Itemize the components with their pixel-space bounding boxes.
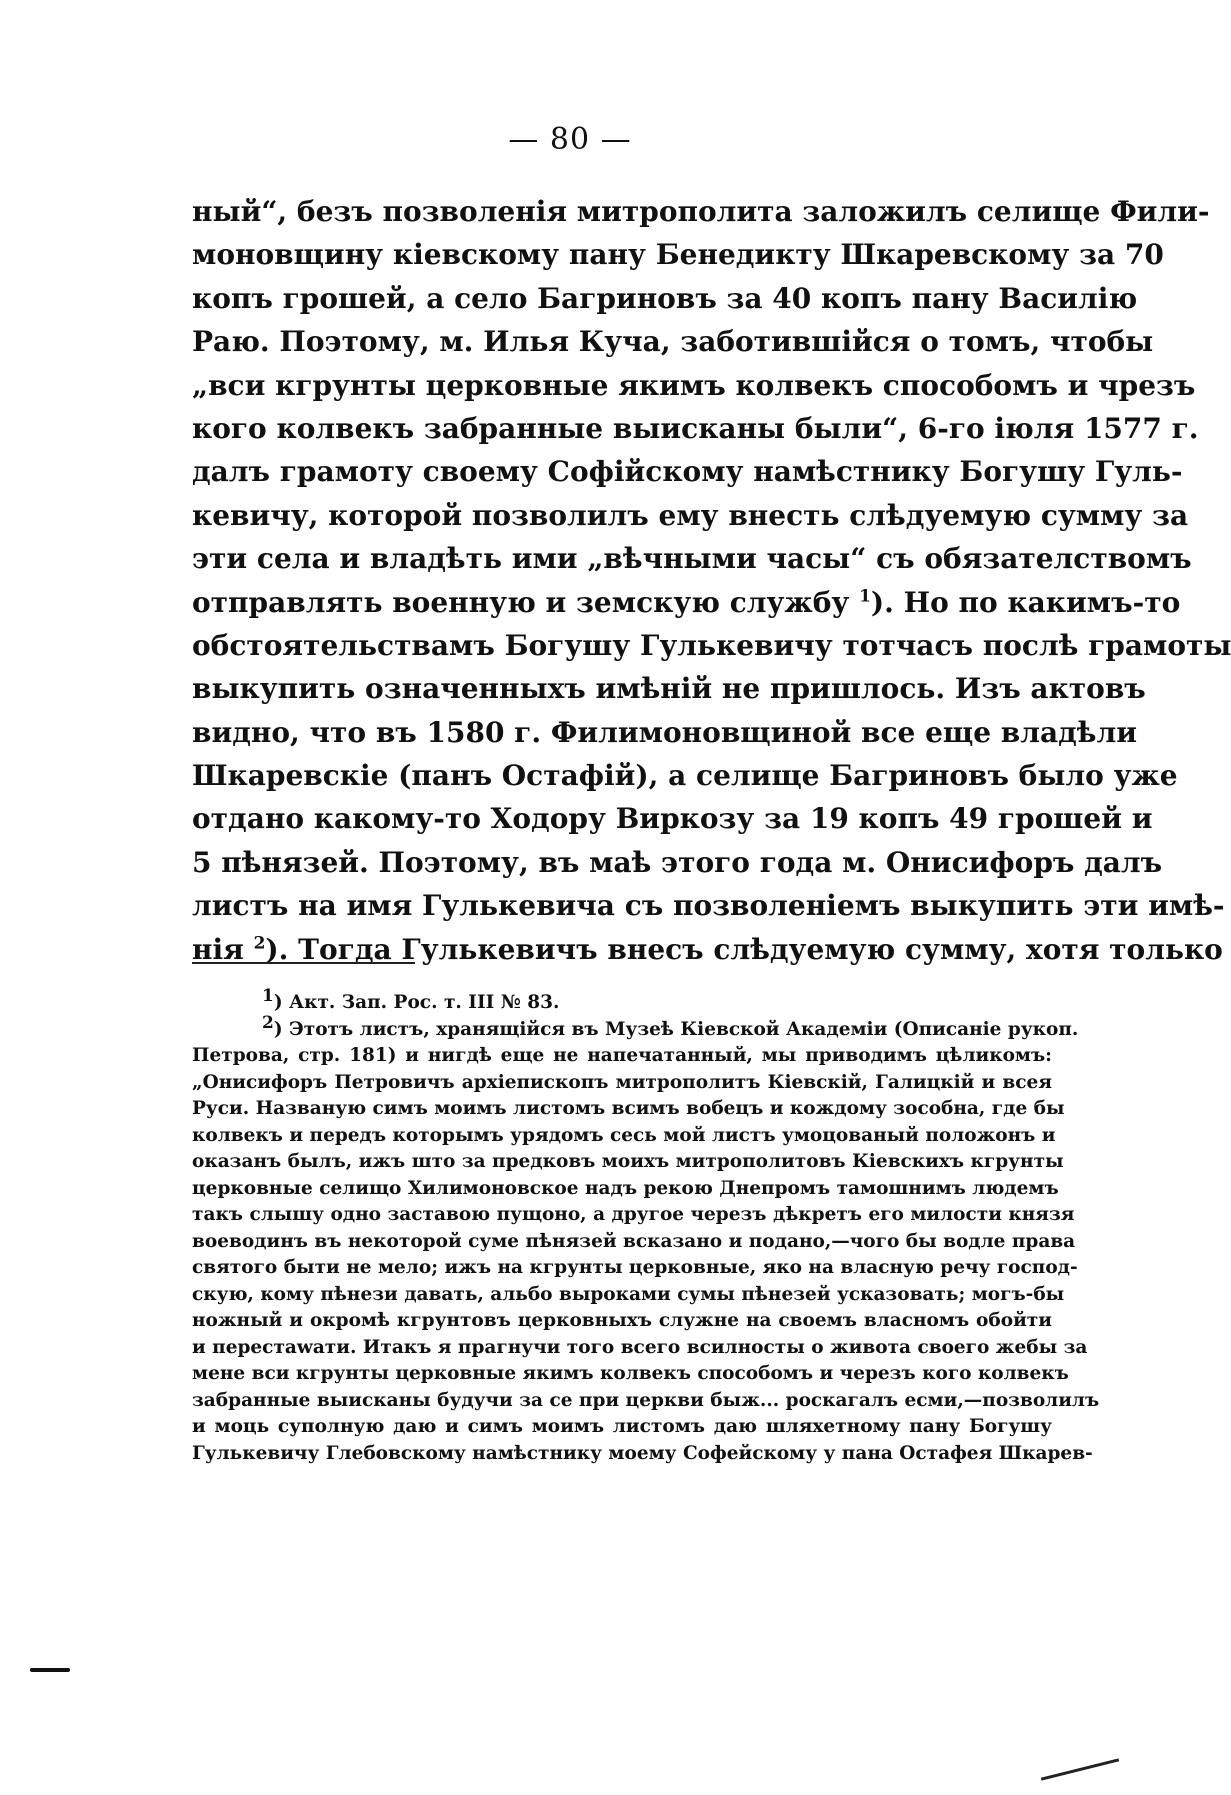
margin-mark (30, 1668, 70, 1672)
footnote-divider (192, 962, 415, 964)
footnote-line: такъ слышу одно заставою пущоно, а другое черезъ дѣкретъ его милости князя (192, 1204, 1075, 1225)
text-line: копъ грошей, а село Багриновъ за 40 копъ пану Василію (192, 281, 1138, 315)
footnote-text: ) Этотъ листъ, хранящійся въ Музеѣ Кіевской Академіи (Описаніе рукоп. (273, 1018, 1079, 1040)
text-line: 5 пѣнязей. Поэтому, въ маѣ этого года м. Онисифоръ далъ (192, 845, 1163, 879)
footnote-1 (192, 985, 1052, 1017)
text-line: Шкаревскіе (панъ Остафій), а селище Багриновъ было уже (192, 759, 1178, 793)
footnote-ref-2: 2 (253, 933, 266, 954)
text-segment: отправлять военную и земскую службу (192, 585, 860, 619)
footnote-line: колвекъ и передъ которымъ урядомъ сесь мой листъ умоцованый положонъ и (192, 1124, 1056, 1146)
footnote-line: Гулькевичу Глебовскому намѣстнику моему Софейскому у пана Остафея Шкарев- (192, 1442, 1093, 1464)
footnote-line: Петрова, стр. 181) и нигдѣ еще не напечатанный, мы приводимъ цѣликомъ: (192, 1045, 1052, 1066)
text-line: видно, что въ 1580 г. Филимоновщиной все еще владѣли (192, 715, 1137, 749)
text-line: отдано какому-то Ходору Виркозу за 19 копъ 49 грошей и (192, 802, 1153, 836)
text-segment: нія (192, 932, 254, 966)
footnote-line: мене вси кгрунты церковные якимъ колвекъ способомъ и черезъ кого колвекъ (192, 1363, 1069, 1384)
footnotes (192, 985, 1100, 1467)
footnote-marker-1: 1 (262, 985, 274, 1006)
text-line: далъ грамоту своему Софійскому намѣстнику Богушу Гуль- (192, 455, 1183, 489)
footnote-line: забранные выисканы будучи за се при церкви быж... роскагалъ есми,—позволилъ (192, 1389, 1100, 1411)
footnote-line: воеводинъ въ некоторой суме пѣнязей всказано и подано,—чого бы водле права (192, 1230, 1076, 1252)
footnote-line: святого быти не мело; ижъ на кгрунты церковные, яко на власную речу господ- (192, 1257, 1078, 1278)
page-edge-mark (1041, 1758, 1119, 1780)
footnote-line: скую, кому пѣнези давать, альбо выроками сумы пѣнезей усказовать; могъ-бы (192, 1283, 1065, 1305)
text-segment: ). Но по какимъ-то (870, 585, 1181, 619)
footnote-line: и моць суполную даю и симъ моимъ листомъ даю шляхетному пану Богушу (192, 1416, 1052, 1437)
footnote-line: „Онисифоръ Петровичъ архіепископъ митрополитъ Кіевскій, Галицкій и всея (192, 1071, 1052, 1093)
text-line: кого колвекъ забранные выисканы были“, 6-го іюля 1577 г. (192, 411, 1199, 445)
text-line-with-ref (192, 581, 1181, 624)
footnote-line: оказанъ былъ, ижъ што за предковъ моихъ митрополитовъ Кіевскихъ кгрунты (192, 1151, 1064, 1172)
footnote-text: ) Акт. Зап. Рос. т. III № 83. (273, 992, 560, 1013)
footnote-2-line (192, 1012, 1079, 1044)
text-line: обстоятельствамъ Богушу Гулькевичу тотчасъ послѣ грамоты (192, 628, 1231, 662)
text-line: ный“, безъ позволенія митрополита заложилъ селище Фили- (192, 195, 1210, 228)
text-segment: ). Тогда Гулькевичъ внесъ слѣдуемую сумму, хотя только (265, 932, 1223, 966)
text-line: листъ на имя Гулькевича съ позволеніемъ выкупить эти имѣ- (192, 889, 1225, 923)
text-line: Раю. Поэтому, м. Илья Куча, заботившійся о томъ, чтобы (192, 325, 1154, 359)
text-line: „вси кгрунты церковные якимъ колвекъ способомъ и чрезъ (192, 368, 1196, 402)
footnote-line: церковные селищо Хилимоновское надъ рекою Днепромъ тамошнимъ людемъ (192, 1177, 1059, 1199)
main-text-body (192, 190, 1231, 971)
text-line-with-ref (192, 928, 1223, 971)
footnote-line: и перестawати. Итакъ я прагнучи того всего всилносты о живота своего жебы за (192, 1336, 1088, 1358)
text-line: эти села и владѣть ими „вѣчными часы“ съ обязателствомъ (192, 542, 1192, 576)
footnote-line: ножный и окромѣ кгрунтовъ церковныхъ служне на своемъ власномъ обойти (192, 1310, 1052, 1331)
page-number: — 80 — (508, 122, 632, 157)
text-line: выкупить означенныхъ имѣній не пришлось. Изъ актовъ (192, 672, 1146, 706)
footnote-line: Руси. Названую симъ моимъ листомъ всимъ вобецъ и кождому зособна, где бы (192, 1098, 1065, 1119)
text-line: моновщину кіевскому пану Бенедикту Шкаревскому за 70 (192, 238, 1164, 272)
footnote-marker-2: 2 (262, 1012, 274, 1033)
footnote-ref-1: 1 (859, 586, 871, 607)
text-line: кевичу, которой позволилъ ему внесть слѣдуемую сумму за (192, 498, 1189, 532)
